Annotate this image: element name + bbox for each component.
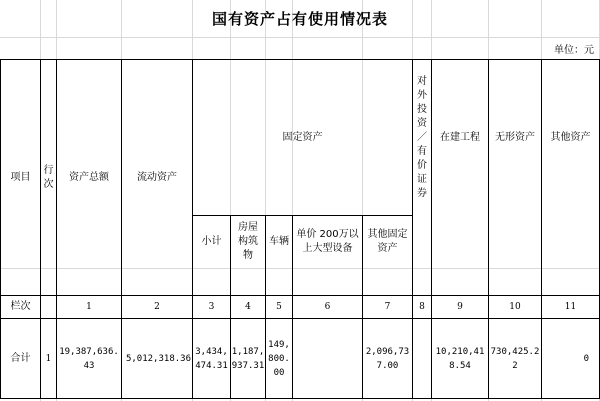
column-number: 2 bbox=[154, 302, 160, 312]
investment-value bbox=[413, 319, 431, 398]
header-vehicles: 车辆 bbox=[269, 236, 289, 247]
unit-label: 单位：元 bbox=[554, 45, 594, 56]
header-intangible: 无形资产 bbox=[495, 131, 535, 143]
current-assets-value: 5,012,318.36 bbox=[125, 353, 191, 364]
header-other-assets: 其他资产 bbox=[550, 131, 591, 143]
equipment-200k-value bbox=[293, 319, 362, 398]
header-current-assets: 流动资产 bbox=[137, 171, 177, 183]
column-number: 3 bbox=[208, 302, 215, 312]
column-number: 4 bbox=[245, 302, 251, 312]
header-buildings: 房屋构筑物 bbox=[238, 222, 258, 261]
header-total-assets: 资产总额 bbox=[69, 171, 109, 183]
column-number: 11 bbox=[564, 302, 577, 312]
total-assets-value: 19,387,636.43 bbox=[59, 346, 119, 371]
buildings-value: 1,187,937.31 bbox=[231, 346, 265, 371]
header-equipment-200k: 单价 200万以上大型设备 bbox=[296, 229, 359, 254]
other-fixed-value: 2,096,737.00 bbox=[365, 346, 410, 371]
column-number: 5 bbox=[276, 302, 282, 312]
construction-value: 10,210,418.54 bbox=[435, 346, 485, 371]
other-assets-value: 0 bbox=[583, 353, 589, 364]
header-construction: 在建工程 bbox=[440, 131, 480, 143]
fixed-subtotal-value: 3,434,474.31 bbox=[195, 346, 228, 371]
header-line-no: 行次 bbox=[43, 164, 54, 190]
page-title: 国有资产占有使用情况表 bbox=[211, 10, 388, 28]
intangible-value: 730,425.22 bbox=[490, 346, 540, 371]
vehicles-value: 149,800.00 bbox=[268, 339, 290, 378]
column-number-label: 栏次 bbox=[10, 301, 31, 312]
total-row-label: 合计 bbox=[10, 352, 31, 364]
header-fixed-assets: 固定资产 bbox=[282, 131, 323, 143]
header-subtotal: 小计 bbox=[201, 236, 222, 247]
column-number: 9 bbox=[457, 302, 463, 312]
header-investment: 对外投资／有价证券 bbox=[417, 75, 427, 199]
column-number: 10 bbox=[509, 302, 521, 312]
total-row-line-no: 1 bbox=[45, 353, 52, 364]
column-number: 1 bbox=[86, 302, 92, 312]
column-number: 6 bbox=[324, 302, 331, 312]
header-item: 项目 bbox=[10, 171, 31, 183]
column-number: 8 bbox=[419, 302, 425, 312]
column-number: 7 bbox=[384, 302, 391, 312]
header-other-fixed: 其他固定资产 bbox=[367, 229, 408, 254]
